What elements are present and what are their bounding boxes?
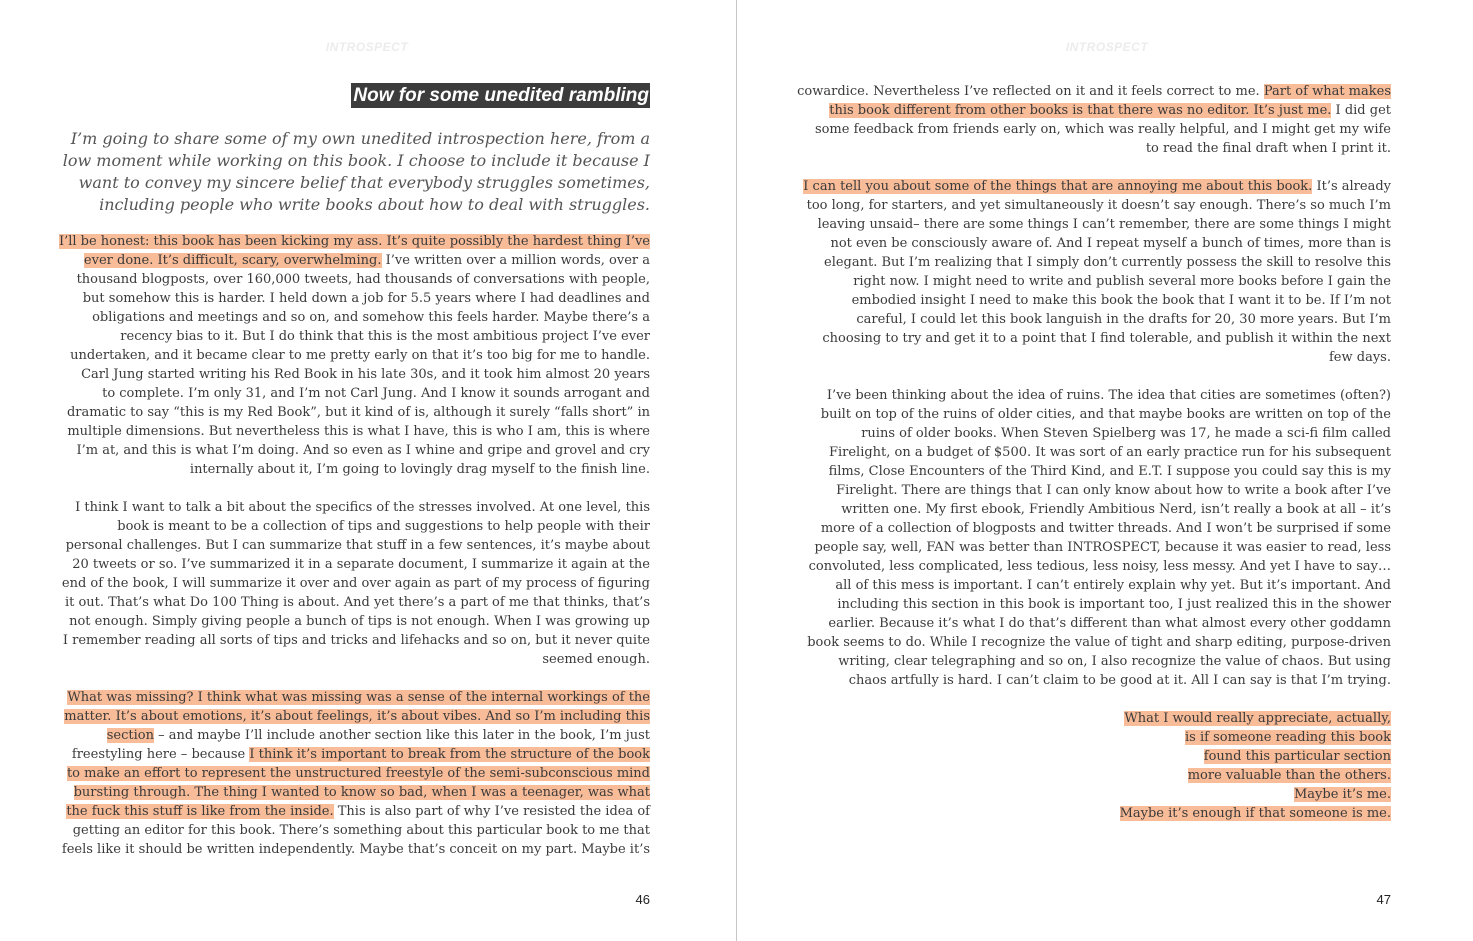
text-line — [797, 481, 1391, 500]
text-segment: elegant. But I’m realizing that I simply don’t currently possess the skill to resolve this — [824, 255, 1391, 270]
text-line — [797, 766, 1391, 785]
highlighted-text: What was missing? I think what was missing was a sense of the internal workings of the — [67, 690, 650, 705]
text-segment: – and maybe I’ll include another section like this later in the book, I’m just — [153, 728, 650, 743]
text-line — [59, 441, 650, 460]
text-line — [59, 517, 650, 536]
paragraph — [59, 688, 650, 859]
text-segment: more of a collection of blogposts and twitter threads. And I won’t be surprised if some — [820, 521, 1391, 536]
section-heading: Now for some unedited rambling — [353, 85, 649, 106]
text-segment: including this section in this book is important too, I just realized this in the shower — [837, 597, 1391, 612]
text-segment: book seems to do. While I recognize the value of tight and sharp editing, purpose-driven — [807, 635, 1391, 650]
text-segment: cowardice. Nevertheless I’ve reflected on it and it feels correct to me. — [797, 84, 1264, 99]
text-line — [797, 709, 1391, 728]
text-line — [797, 310, 1391, 329]
text-segment: freestyling here – because — [71, 747, 250, 762]
text-segment: obligations and meetings and so on, and somehow this feels harder. Maybe there’s a — [92, 310, 650, 325]
text-segment: book is meant to be a collection of tips and suggestions to help people with their — [117, 519, 650, 534]
text-line — [59, 327, 650, 346]
text-segment: seemed enough. — [542, 652, 650, 667]
left-paragraphs — [59, 232, 650, 859]
text-line — [59, 270, 650, 289]
text-segment: It’s already — [1312, 179, 1391, 194]
text-segment: careful, I could let this book languish in the drafts for 20, 30 more years. But I’m — [856, 312, 1391, 327]
text-segment: I did get — [1331, 103, 1391, 118]
text-line — [59, 593, 650, 612]
highlighted-text: What I would really appreciate, actually, — [1124, 711, 1391, 726]
right-text-column[interactable] — [797, 82, 1391, 823]
text-line — [797, 139, 1391, 158]
text-segment: personal challenges. But I can summarize that stuff in a few sentences, it’s maybe about — [65, 538, 650, 553]
text-line — [797, 462, 1391, 481]
intro-italic-block — [59, 128, 650, 216]
text-line — [797, 291, 1391, 310]
text-line — [59, 346, 650, 365]
text-segment: all of this mess is important. I can’t entirely explain why yet. But it’s important. And — [835, 578, 1391, 593]
text-segment: it out. That’s what Do 100 Thing is about. And yet there’s a part of me that thinks, that’s — [64, 595, 650, 610]
text-segment: few days. — [1329, 350, 1391, 365]
text-line — [797, 519, 1391, 538]
text-segment: built on top of the ruins of older cities, and that maybe books are written on top of the — [820, 407, 1391, 422]
highlighted-text: to make an effort to represent the unstructured freestyle of the semi-subconscious mind — [66, 766, 650, 781]
text-line — [59, 650, 650, 669]
text-segment: feels like it should be written independently. Maybe that’s conceit on my part. Maybe it’s — [61, 842, 650, 857]
text-segment: ruins of older books. When Steven Spielberg was 17, he made a sci-fi film called — [861, 426, 1391, 441]
paragraph — [797, 386, 1391, 690]
text-segment: Firelight. There are things that I can only know about how to write a book after I’ve — [836, 483, 1391, 498]
section-heading-wrap — [59, 83, 650, 111]
text-segment: right now. I might need to write and publish several more books before I gain the — [853, 274, 1391, 289]
running-header-right: INTROSPECT — [1065, 40, 1149, 54]
paragraph — [59, 498, 650, 669]
paragraph — [797, 82, 1391, 158]
text-line — [797, 595, 1391, 614]
text-segment: films, Close Encounters of the Third Kind, and E.T. I suppose you could say this is my — [828, 464, 1391, 479]
text-line — [797, 443, 1391, 462]
text-line — [59, 460, 650, 479]
text-line — [797, 557, 1391, 576]
text-segment: to read the final draft when I print it. — [1145, 141, 1391, 156]
text-line — [797, 614, 1391, 633]
left-page — [0, 0, 736, 941]
text-segment: writing, clear telegraphing and so on, I also recognize the value of chaos. But using — [838, 654, 1391, 669]
text-line — [797, 272, 1391, 291]
intro-line: low moment while working on this book. I choose to include it because I — [62, 151, 650, 170]
text-line — [59, 308, 650, 327]
text-segment: undertaken, and it became clear to me pretty early on that it’s too big for me to handle. — [70, 348, 650, 363]
highlighted-text: bursting through. The thing I wanted to know so bad, when I was a teenager, was what — [73, 785, 650, 800]
intro-line: want to convey my sincere belief that everybody struggles sometimes, — [78, 173, 650, 192]
text-line — [797, 215, 1391, 234]
text-segment: convoluted, less complicated, less tedious, less noisy, less messy. And yet I have to say… — [808, 559, 1391, 574]
text-segment: internally about it, I’m going to lovingly drag myself to the finish line. — [189, 462, 650, 477]
text-line — [797, 329, 1391, 348]
text-line — [59, 707, 650, 726]
highlighted-text: this book different from other books is that there was no editor. It’s just me. — [829, 103, 1332, 118]
text-line — [59, 688, 650, 707]
text-segment: I think I want to talk a bit about the specifics of the stresses involved. At one level, this — [75, 500, 650, 515]
text-segment: I’ve been thinking about the idea of ruins. The idea that cities are sometimes (often?) — [826, 388, 1391, 403]
highlighted-text: the fuck this stuff is like from the inside. — [66, 804, 334, 819]
text-line — [59, 251, 650, 270]
highlighted-text: I think it’s important to break from the structure of the book — [249, 747, 650, 762]
text-line — [797, 120, 1391, 139]
text-line — [59, 612, 650, 631]
paragraph — [797, 709, 1391, 823]
text-line — [797, 804, 1391, 823]
highlighted-text: I’ll be honest: this book has been kicking my ass. It’s quite possibly the hardest thing I’ve — [58, 234, 650, 249]
paragraph — [797, 177, 1391, 367]
text-line — [59, 289, 650, 308]
text-segment: thousand blogposts, over 160,000 tweets, had thousands of conversations with people, — [76, 272, 650, 287]
highlighted-text: Maybe it’s me. — [1293, 787, 1391, 802]
text-line — [797, 348, 1391, 367]
page-number-left: 46 — [635, 892, 650, 907]
text-line — [797, 652, 1391, 671]
text-line — [59, 384, 650, 403]
text-segment: getting an editor for this book. There’s something about this particular book to me that — [72, 823, 650, 838]
page-number-right: 47 — [1376, 892, 1391, 907]
text-segment: I’m at, and this is what I’m doing. And so even as I whine and gripe and grovel and cry — [76, 443, 650, 458]
text-line — [59, 840, 650, 859]
text-line — [59, 536, 650, 555]
text-segment: some feedback from friends early on, which was really helpful, and I might get my wife — [814, 122, 1391, 137]
highlighted-text: more valuable than the others. — [1187, 768, 1391, 783]
highlighted-text: Maybe it’s enough if that someone is me. — [1119, 806, 1391, 821]
text-segment: multiple dimensions. But nevertheless this is what I have, this is who I am, this is where — [67, 424, 650, 439]
highlighted-text: matter. It’s about emotions, it’s about feelings, it’s about vibes. And so I’m including this — [64, 709, 650, 724]
text-segment: embodied insight I need to make this book the book that I want it to be. If I’m not — [851, 293, 1391, 308]
text-segment: people say, well, FAN was better than INTROSPECT, because it was easier to read, less — [814, 540, 1391, 555]
text-segment: written one. My first ebook, Friendly Ambitious Nerd, isn’t really a book at all – it’s — [841, 502, 1391, 517]
text-line — [797, 196, 1391, 215]
text-line — [797, 747, 1391, 766]
text-line — [59, 365, 650, 384]
text-line — [797, 633, 1391, 652]
text-segment: Firelight, on a budget of $500. It was sort of an early practice run for his subsequent — [828, 445, 1391, 460]
text-line — [59, 555, 650, 574]
text-segment: not enough. Simply giving people a bunch of tips is not enough. When I was growing up — [69, 614, 650, 629]
text-line — [59, 403, 650, 422]
text-line — [797, 386, 1391, 405]
text-segment: not even be consciously aware of. And I repeat myself a bunch of times, more than is — [830, 236, 1391, 251]
text-line — [797, 424, 1391, 443]
text-segment: I remember reading all sorts of tips and tricks and lifehacks and so on, but it never quite — [62, 633, 650, 648]
right-page — [737, 0, 1473, 941]
text-line — [59, 783, 650, 802]
text-segment: I’ve written over a million words, over a — [381, 253, 650, 268]
highlighted-text: found this particular section — [1203, 749, 1391, 764]
text-line — [797, 253, 1391, 272]
text-line — [59, 631, 650, 650]
text-line — [797, 500, 1391, 519]
text-segment: recency bias to it. But I do think that this is the most ambitious project I’ve ever — [120, 329, 650, 344]
text-line — [59, 574, 650, 593]
text-segment: Carl Jung started writing his Red Book in his late 30s, and it took him almost 20 years — [81, 367, 650, 382]
text-line — [59, 764, 650, 783]
text-segment: end of the book, I will summarize it over and over again as part of my process of figuring — [61, 576, 650, 591]
text-line — [797, 538, 1391, 557]
text-line — [797, 728, 1391, 747]
text-segment: choosing to try and get it to a point that I find tolerable, and publish it within the next — [822, 331, 1391, 346]
highlighted-text: is if someone reading this book — [1185, 730, 1391, 745]
text-line — [797, 234, 1391, 253]
text-line — [59, 802, 650, 821]
text-line — [797, 576, 1391, 595]
left-text-column — [59, 83, 650, 859]
right-paragraphs — [797, 82, 1391, 823]
text-segment: dramatic to say “this is my Red Book”, but it kind of is, although it surely “falls short” in — [66, 405, 650, 420]
text-line — [797, 177, 1391, 196]
text-segment: This is also part of why I’ve resisted the idea of — [333, 804, 650, 819]
text-segment: to complete. I’m only 31, and I’m not Carl Jung. And I know it sounds arrogant and — [102, 386, 650, 401]
highlighted-text: I can tell you about some of the things that are annoying me about this book. — [803, 179, 1313, 194]
text-line — [797, 671, 1391, 690]
text-line — [797, 82, 1391, 101]
text-line — [59, 821, 650, 840]
intro-line: including people who write books about how to deal with struggles. — [99, 195, 650, 214]
text-segment: 20 tweets or so. I’ve summarized it in a separate document, I summarize it again at the — [72, 557, 650, 572]
text-segment: earlier. Because it’s what I do that’s different than what almost every other goddamn — [828, 616, 1391, 631]
text-line — [59, 232, 650, 251]
text-segment: chaos artfully is hard. I can’t claim to be good at it. All I can say is that I’m trying. — [848, 673, 1391, 688]
text-line — [59, 745, 650, 764]
running-header-left: INTROSPECT — [325, 40, 409, 54]
highlighted-text: section — [106, 728, 154, 743]
highlighted-text: Part of what makes — [1263, 84, 1391, 99]
paragraph — [59, 232, 650, 479]
text-line — [59, 422, 650, 441]
text-line — [59, 726, 650, 745]
text-segment: leaving unsaid– there are some things I can’t remember, there are some things I might — [817, 217, 1391, 232]
text-segment: too long, for starters, and yet simultaneously it doesn’t say enough. There’s so much I’m — [806, 198, 1391, 213]
text-line — [797, 101, 1391, 120]
text-segment: but somehow this is harder. I held down a job for 5.5 years where I had deadlines and — [82, 291, 650, 306]
text-line — [797, 785, 1391, 804]
intro-line: I’m going to share some of my own unedited introspection here, from a — [70, 129, 650, 148]
highlighted-text: ever done. It’s difficult, scary, overwhelming. — [83, 253, 382, 268]
text-line — [797, 405, 1391, 424]
text-line — [59, 498, 650, 517]
